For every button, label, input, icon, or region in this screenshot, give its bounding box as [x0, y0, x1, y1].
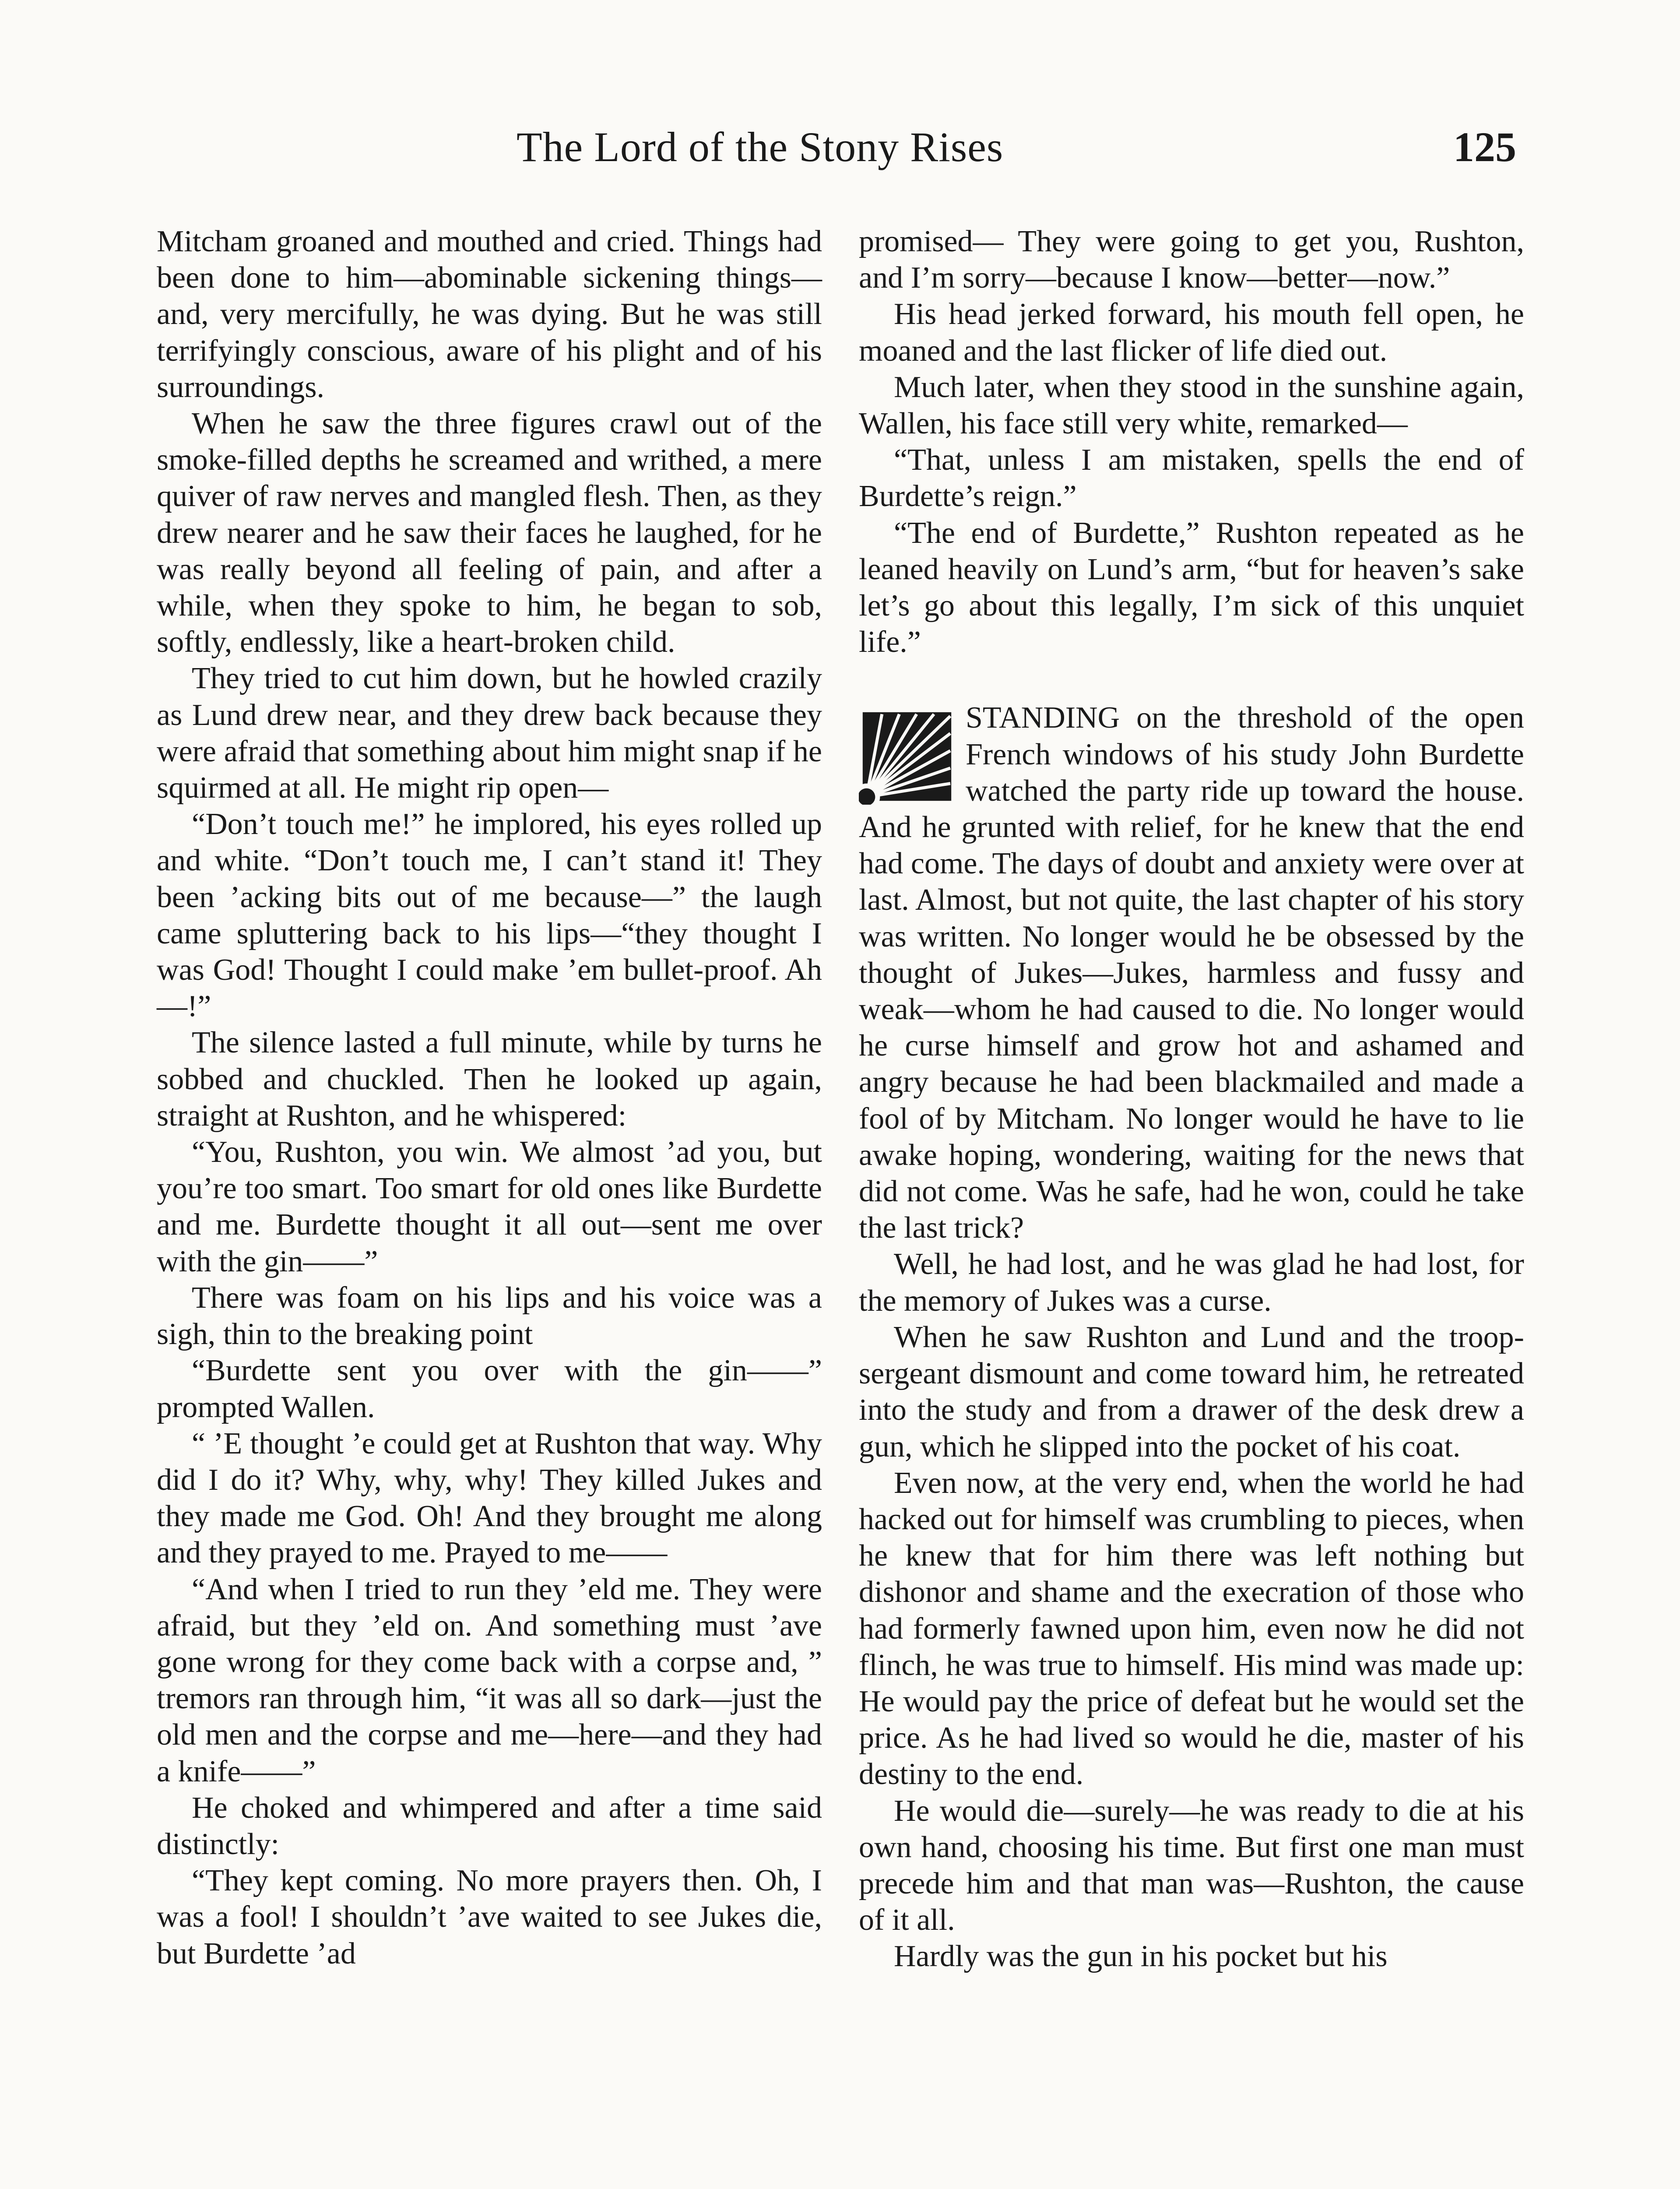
- left-column: [157, 223, 822, 1972]
- paragraph: “You, Rushton, you win. We almost ’ad you, but you’re too smart. Too smart for old ones like Burdette and me. Burdette thought it all out—sent me over with the gin——”: [157, 1135, 822, 1278]
- right-column: [859, 223, 1524, 1975]
- paragraph: “The end of Burdette,” Rushton repeated as he leaned heavily on Lund’s arm, “but for heaven’s sake let’s go about this legally, I’m sick of this unquiet life.”: [859, 516, 1524, 659]
- paragraph: “Burdette sent you over with the gin——” prompted Wallen.: [157, 1354, 822, 1424]
- paragraph: Much later, when they stood in the sunshine again, Wallen, his face still very white, remarked—: [859, 370, 1524, 441]
- sunburst-ornament-graphic: [859, 708, 955, 805]
- paragraph: When he saw the three figures crawl out of the smoke-filled depths he screamed and writhed, a mere quiver of raw nerves and mangled flesh. Then, as they drew nearer and he saw their faces he laughed, for he was really beyond all feeling of pain, and after a while, when they spoke to him, he began to sob, softly, endlessly, like a heart-broken child.: [157, 407, 822, 659]
- section-break: [859, 660, 1524, 700]
- paragraph: He choked and whimpered and after a time said distinctly:: [157, 1791, 822, 1861]
- paragraph: “They kept coming. No more prayers then. Oh, I was a fool! I shouldn’t ’ave waited to see Jukes die, but Burdette ’ad: [157, 1864, 822, 1971]
- section-opening-paragraph: STANDING on the threshold of the open French windows of his study John Burdette watched the party ride up toward the house. And he grunted with relief, for he knew that the end had come. The days of doubt and anxiety were over at last. Almost, but not quite, the last chapter of his story was written. No longer would he be obsessed by the thought of Jukes—Jukes, harmless and fussy and weak—whom he had caused to die. No longer would he curse himself and grow hot and ashamed and angry because he had been blackmailed and made a fool of by Mitcham. No longer would he have to lie awake hoping, wondering, waiting for the news that did not come. Was he safe, had he won, could he take the last trick?: [859, 701, 1524, 1245]
- paragraph: Mitcham groaned and mouthed and cried. Things had been done to him—abominable sickening things—and, very mercifully, he was dying. But he was still terrifyingly conscious, aware of his plight and of his surroundings.: [157, 225, 822, 404]
- paragraph: promised— They were going to get you, Rushton, and I’m sorry—because I know—better—now.”: [859, 225, 1524, 295]
- paragraph: They tried to cut him down, but he howled crazily as Lund drew near, and they drew back because they were afraid that something about him might snap if he squirmed at all. He might rip open—: [157, 662, 822, 805]
- paragraph: “That, unless I am mistaken, spells the end of Burdette’s reign.”: [859, 443, 1524, 514]
- paragraph: There was foam on his lips and his voice was a sigh, thin to the breaking point: [157, 1281, 822, 1351]
- paragraph: Well, he had lost, and he was glad he had lost, for the memory of Jukes was a curse.: [859, 1247, 1524, 1318]
- running-title: The Lord of the Stony Rises: [517, 123, 1004, 170]
- paragraph: Even now, at the very end, when the world he had hacked out for himself was crumbling to pieces, when he knew that for him there was left nothing but dishonor and shame and the execration of those who had formerly fawned upon him, even now he did not flinch, he was true to himself. His mind was made up: He would pay the price of defeat but he would set the price. As he had lived so would he die, master of his destiny to the end.: [859, 1466, 1524, 1791]
- paragraph: “Don’t touch me!” he implored, his eyes rolled up and white. “Don’t touch me, I can’t stand it! They been ’acking bits out of me because—” the laugh came spluttering back to his lips—“they thought I was God! Thought I could make ’em bullet-proof. Ah—!”: [157, 807, 822, 1024]
- paragraph: “And when I tried to run they ’eld me. They were afraid, but they ’eld on. And something must ’ave gone wrong for they come back with a corpse and, ” tremors ran through him, “it was all so dark—just the old men and the corpse and me—here—and they had a knife——”: [157, 1572, 822, 1788]
- paragraph: When he saw Rushton and Lund and the troop-sergeant dismount and come toward him, he retreated into the study and from a drawer of the desk drew a gun, which he slipped into the pocket of his coat.: [859, 1320, 1524, 1464]
- paragraph: He would die—surely—he was ready to die at his own hand, choosing his time. But first one man must precede him and that man was—Rushton, the cause of it all.: [859, 1794, 1524, 1937]
- page-number: 125: [1453, 123, 1516, 170]
- sunburst-ornament-icon: [859, 708, 955, 807]
- paragraph: The silence lasted a full minute, while by turns he sobbed and chuckled. Then he looked up again, straight at Rushton, and he whispered:: [157, 1026, 822, 1133]
- paragraph: Hardly was the gun in his pocket but his: [894, 1939, 1388, 1974]
- paragraph: “ ’E thought ’e could get at Rushton that way. Why did I do it? Why, why, why! They killed Jukes and they made me God. Oh! And they brought me along and they prayed to me. Prayed to me——: [157, 1426, 822, 1570]
- paragraph: His head jerked forward, his mouth fell open, he moaned and the last flicker of life died out.: [859, 297, 1524, 368]
